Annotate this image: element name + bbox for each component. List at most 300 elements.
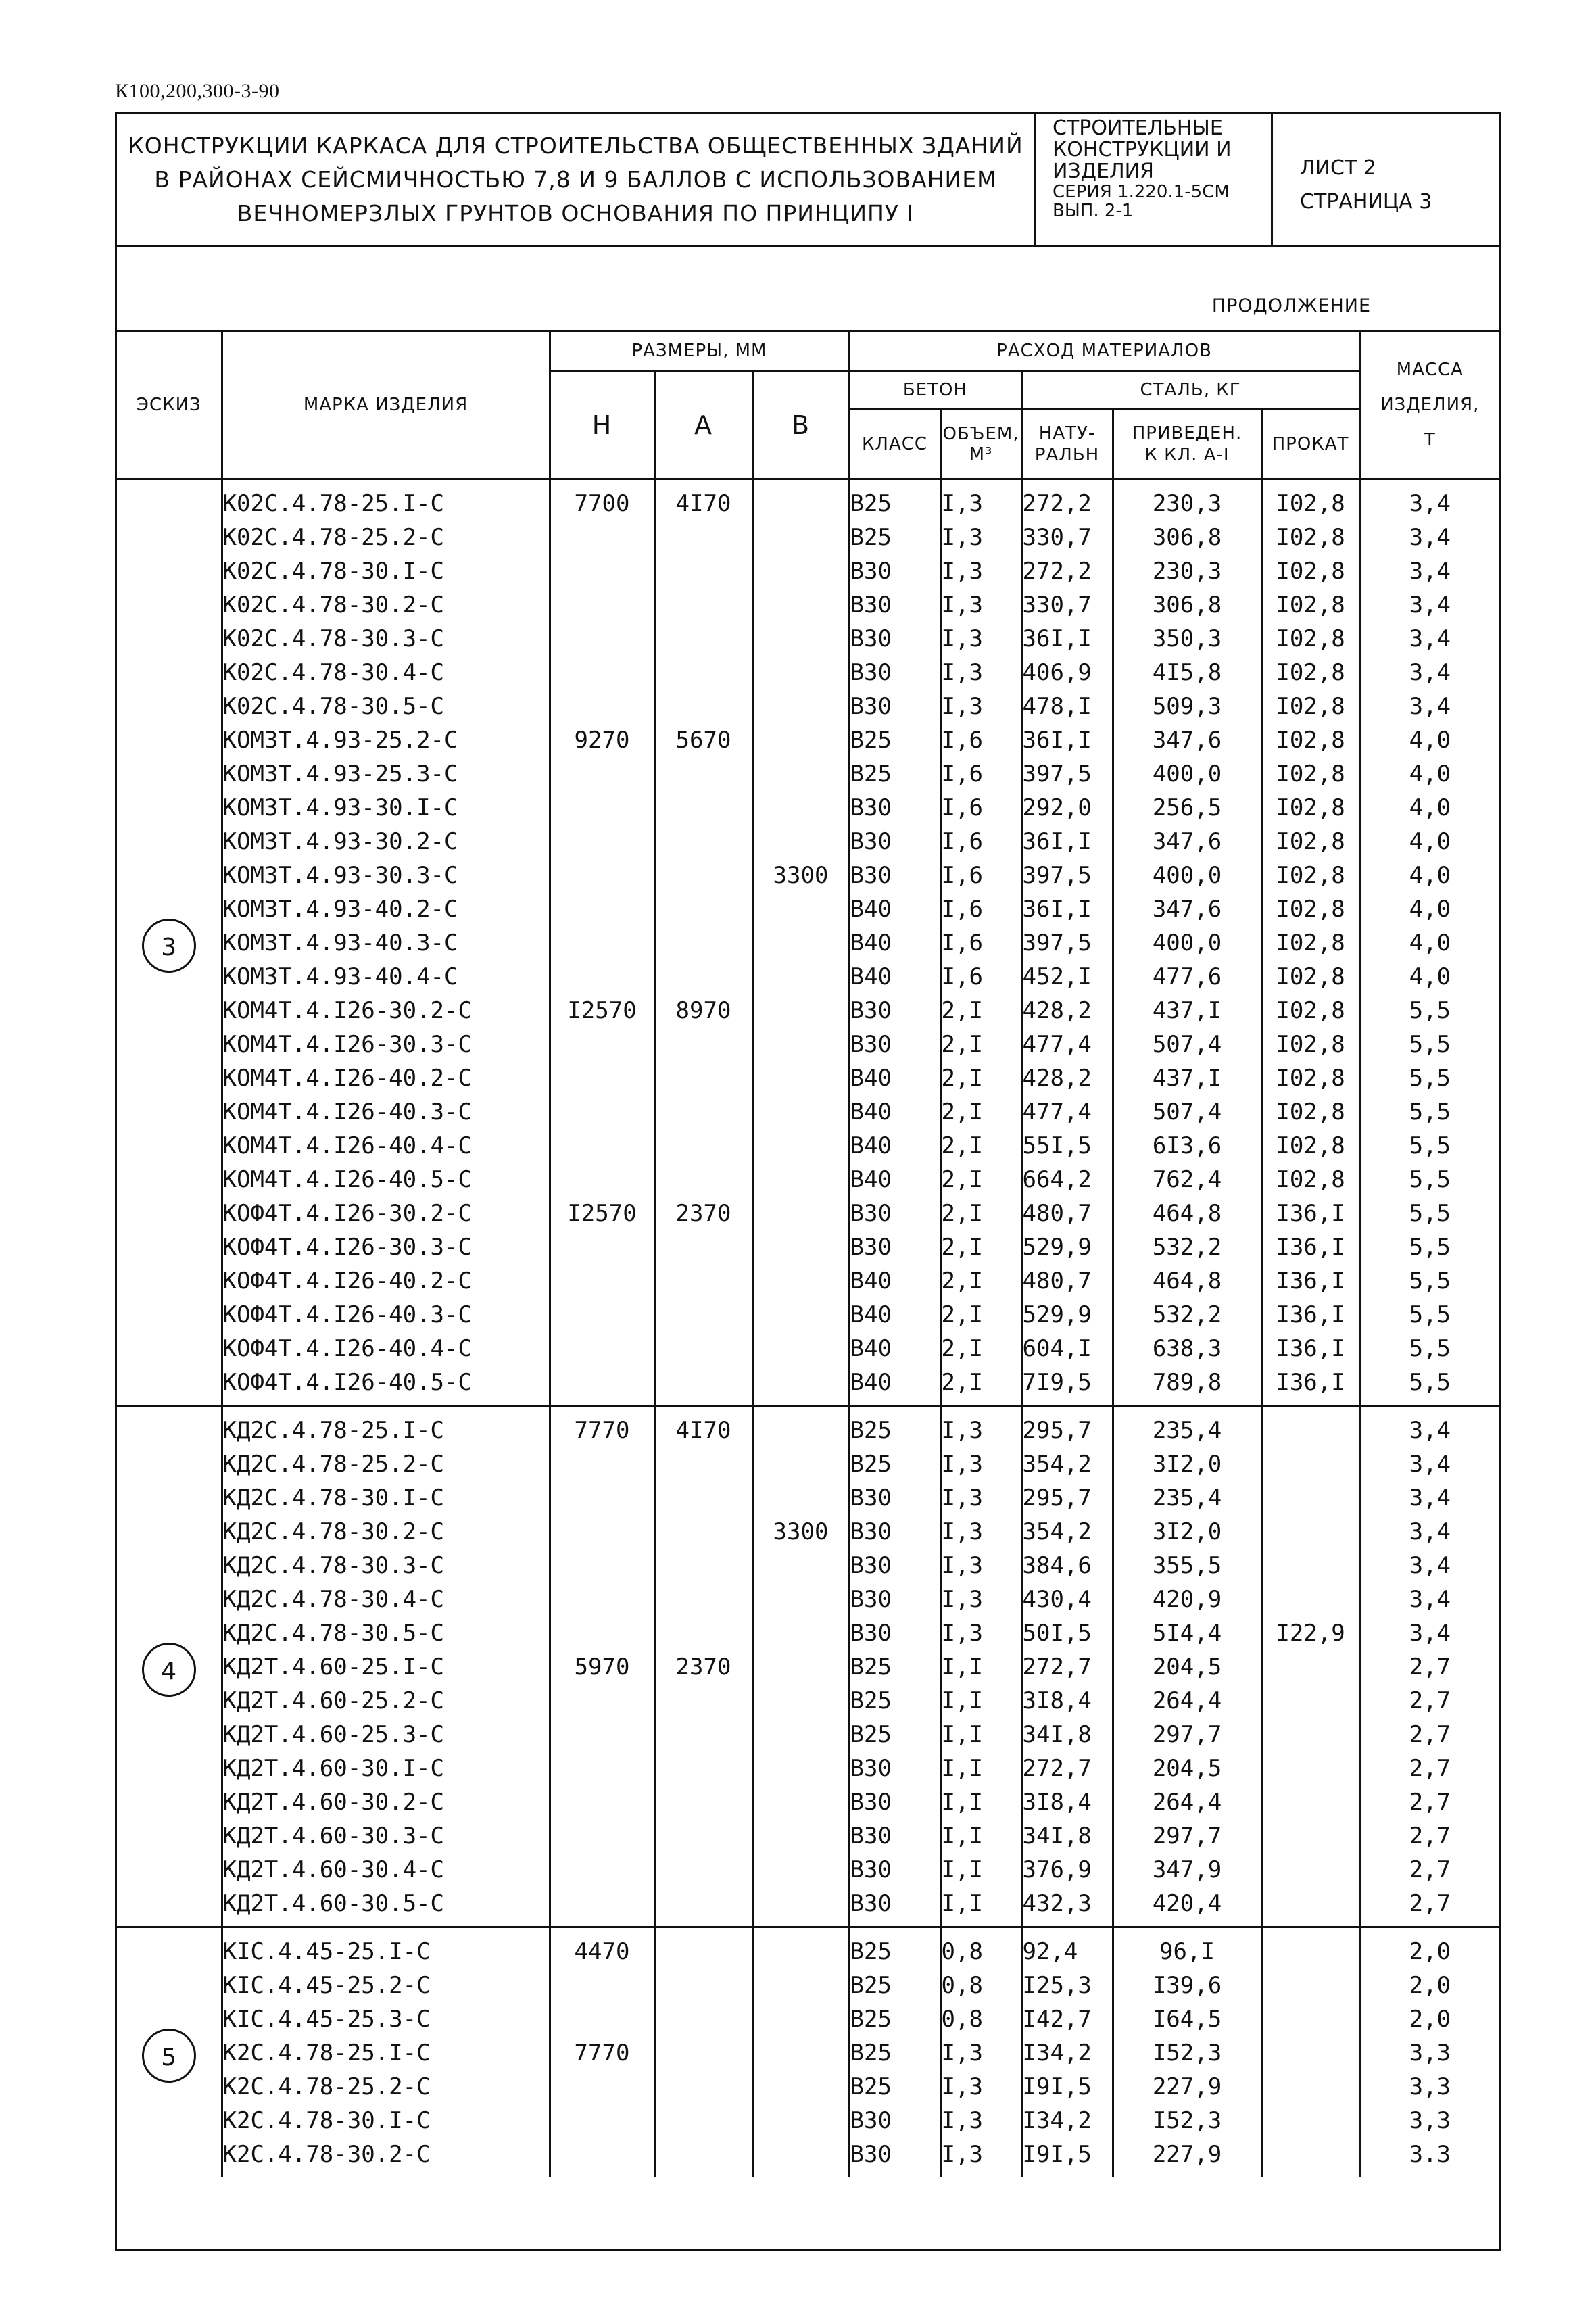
cell-class: В25 [849,1684,940,1718]
cell-a [654,1684,752,1718]
cell-natural: 50I,5 [1021,1616,1113,1650]
cell-rolled: I36,I [1261,1366,1359,1406]
cell-mass: 2,7 [1359,1785,1499,1819]
cell-class: В30 [849,1752,940,1785]
cell-h [550,1366,654,1406]
cell-class: В30 [849,1819,940,1853]
cell-rolled: I36,I [1261,1264,1359,1298]
cell-reduced: 297,7 [1113,1819,1261,1853]
cell-a [654,1481,752,1515]
table-row [117,723,1499,757]
cell-mass: 3,4 [1359,1583,1499,1616]
cell-rolled: I36,I [1261,1298,1359,1332]
cell-a [654,2070,752,2104]
sketch-number-badge: 5 [142,2029,196,2083]
cell-b [752,1718,849,1752]
cell-a [654,1549,752,1583]
cell-natural: 3I8,4 [1021,1785,1113,1819]
cell-mass: 2,0 [1359,1969,1499,2002]
cell-rolled [1261,1718,1359,1752]
cell-mark: КОМЗТ.4.93-30.I-С [222,791,550,825]
table-row [117,994,1499,1028]
cell-reduced: 400,0 [1113,757,1261,791]
cell-b [752,1095,849,1129]
cell-mark: КД2С.4.78-30.2-С [222,1515,550,1549]
cell-volume: I,3 [940,690,1021,723]
cell-reduced: 227,9 [1113,2138,1261,2177]
col-dimensions: РАЗМЕРЫ, ММ [550,332,849,371]
col-reduced-line: К КЛ. А-I [1144,444,1230,465]
cell-class: В25 [849,1650,940,1684]
cell-reduced: 230,3 [1113,479,1261,521]
cell-reduced: 264,4 [1113,1684,1261,1718]
cell-b [752,1028,849,1061]
cell-b [752,2138,849,2177]
table-row [117,656,1499,690]
document-title [117,114,1036,247]
cell-reduced: 264,4 [1113,1785,1261,1819]
cell-mass: 4,0 [1359,825,1499,859]
cell-b [752,1366,849,1406]
cell-h: I2570 [550,994,654,1028]
cell-reduced: I39,6 [1113,1969,1261,2002]
cell-rolled [1261,1752,1359,1785]
cell-rolled: I02,8 [1261,622,1359,656]
cell-mark: КОФ4Т.4.I26-40.4-С [222,1332,550,1366]
cell-h [550,2002,654,2036]
cell-natural: 354,2 [1021,1515,1113,1549]
cell-mark: КIС.4.45-25.2-С [222,1969,550,2002]
cell-natural: I42,7 [1021,2002,1113,2036]
cell-volume: I,6 [940,859,1021,892]
cell-mass: 4,0 [1359,757,1499,791]
cell-natural: 478,I [1021,690,1113,723]
cell-reduced: 3I2,0 [1113,1447,1261,1481]
cell-reduced: 532,2 [1113,1230,1261,1264]
cell-h [550,1684,654,1718]
cell-mark: КОМ4Т.4.I26-40.2-С [222,1061,550,1095]
cell-a [654,1583,752,1616]
cell-h [550,926,654,960]
cell-mark: КД2С.4.78-25.2-С [222,1447,550,1481]
series-line: СТРОИТЕЛЬНЫЕ [1053,116,1223,140]
cell-rolled: I02,8 [1261,926,1359,960]
table-row [117,926,1499,960]
cell-mass: 3,4 [1359,521,1499,554]
table-row [117,2138,1499,2177]
col-mass [1359,332,1499,479]
cell-b [752,656,849,690]
cell-rolled [1261,2036,1359,2070]
table-row [117,1405,1499,1447]
cell-mass: 2,0 [1359,1927,1499,1969]
cell-mark: КОМ4Т.4.I26-40.3-С [222,1095,550,1129]
cell-b [752,1927,849,1969]
col-reduced-line: ПРИВЕДЕН. [1132,423,1242,443]
table-row [117,521,1499,554]
cell-mass: 2,7 [1359,1819,1499,1853]
cell-volume: 2,I [940,1197,1021,1230]
sketch-cell [117,1927,222,2177]
cell-a [654,1718,752,1752]
cell-volume: 2,I [940,1366,1021,1406]
cell-mark: КД2Т.4.60-30.3-С [222,1819,550,1853]
cell-volume: I,3 [940,2036,1021,2070]
table-row [117,1684,1499,1718]
cell-volume: I,6 [940,892,1021,926]
cell-rolled: I02,8 [1261,1163,1359,1197]
cell-natural: 604,I [1021,1332,1113,1366]
cell-mass: 5,5 [1359,1332,1499,1366]
col-sketch: ЭСКИЗ [117,332,222,479]
cell-h [550,1616,654,1650]
cell-natural: 452,I [1021,960,1113,994]
cell-class: В25 [849,479,940,521]
cell-class: В30 [849,994,940,1028]
cell-reduced: 350,3 [1113,622,1261,656]
table-row [117,1583,1499,1616]
cell-reduced: 400,0 [1113,926,1261,960]
cell-mass: 3,4 [1359,1616,1499,1650]
cell-b [752,1616,849,1650]
cell-a [654,1028,752,1061]
cell-rolled: I22,9 [1261,1616,1359,1650]
cell-class: В30 [849,1616,940,1650]
cell-mass: 2,0 [1359,2002,1499,2036]
cell-b [752,994,849,1028]
cell-b [752,1447,849,1481]
cell-reduced: 762,4 [1113,1163,1261,1197]
continuation-band [117,247,1499,332]
cell-natural: 292,0 [1021,791,1113,825]
cell-natural: 432,3 [1021,1887,1113,1927]
table-row [117,690,1499,723]
cell-volume: I,I [940,1718,1021,1752]
cell-natural: 480,7 [1021,1264,1113,1298]
cell-b [752,1298,849,1332]
cell-mass: 5,5 [1359,994,1499,1028]
table-row [117,1197,1499,1230]
cell-rolled: I02,8 [1261,588,1359,622]
cell-rolled [1261,1887,1359,1927]
cell-class: В30 [849,588,940,622]
cell-mass: 3,4 [1359,1405,1499,1447]
cell-natural: I9I,5 [1021,2070,1113,2104]
cell-mark: КД2Т.4.60-30.4-С [222,1853,550,1887]
cell-h: 4470 [550,1927,654,1969]
cell-class: В30 [849,690,940,723]
cell-a [654,2002,752,2036]
cell-rolled [1261,1650,1359,1684]
cell-natural: 428,2 [1021,994,1113,1028]
table-row [117,1366,1499,1406]
cell-volume: I,3 [940,1616,1021,1650]
cell-reduced: 230,3 [1113,554,1261,588]
cell-reduced: 96,I [1113,1927,1261,1969]
cell-natural: 36I,I [1021,892,1113,926]
cell-a [654,1366,752,1406]
cell-reduced: 347,6 [1113,892,1261,926]
cell-volume: I,I [940,1684,1021,1718]
cell-mark: КОМ4Т.4.I26-30.3-С [222,1028,550,1061]
cell-reduced: 464,8 [1113,1197,1261,1230]
cell-a [654,1230,752,1264]
cell-rolled [1261,1549,1359,1583]
cell-natural: I34,2 [1021,2036,1113,2070]
cell-class: В30 [849,1230,940,1264]
table-row [117,1095,1499,1129]
cell-b [752,825,849,859]
cell-h: 7770 [550,1405,654,1447]
cell-b [752,1684,849,1718]
table-row [117,1927,1499,1969]
cell-rolled: I02,8 [1261,1129,1359,1163]
cell-mark: К02С.4.78-30.4-С [222,656,550,690]
cell-class: В40 [849,892,940,926]
cell-rolled: I02,8 [1261,1061,1359,1095]
cell-rolled [1261,1819,1359,1853]
table-row [117,1650,1499,1684]
cell-mass: 3,4 [1359,479,1499,521]
cell-class: В40 [849,1095,940,1129]
cell-class: В30 [849,2104,940,2138]
cell-mass: 3,4 [1359,690,1499,723]
cell-class: В30 [849,1853,940,1887]
cell-a: 4I70 [654,1405,752,1447]
table-row [117,2070,1499,2104]
cell-a [654,1927,752,1969]
table-row [117,1853,1499,1887]
cell-volume: I,6 [940,791,1021,825]
cell-natural: I9I,5 [1021,2138,1113,2177]
cell-class: В30 [849,825,940,859]
cell-mass: 2,7 [1359,1853,1499,1887]
table-row [117,1163,1499,1197]
cell-h [550,1332,654,1366]
cell-h [550,1752,654,1785]
cell-h [550,1785,654,1819]
sheet-number: ЛИСТ 2 [1300,156,1376,180]
cell-class: В25 [849,2002,940,2036]
cell-h [550,1481,654,1515]
cell-h [550,859,654,892]
cell-rolled [1261,1515,1359,1549]
cell-mass: 5,5 [1359,1028,1499,1061]
cell-mass: 4,0 [1359,892,1499,926]
cell-natural: 295,7 [1021,1481,1113,1515]
cell-mass: 4,0 [1359,960,1499,994]
cell-a [654,1095,752,1129]
cell-h [550,1129,654,1163]
cell-a [654,1853,752,1887]
table-row [117,479,1499,521]
cell-class: В40 [849,926,940,960]
cell-class: В30 [849,554,940,588]
cell-mark: КIС.4.45-25.3-С [222,2002,550,2036]
cell-b [752,757,849,791]
cell-h: 9270 [550,723,654,757]
cell-h [550,2138,654,2177]
cell-class: В30 [849,1887,940,1927]
cell-reduced: 437,I [1113,1061,1261,1095]
cell-mass: 4,0 [1359,791,1499,825]
cell-b [752,2002,849,2036]
cell-b [752,1264,849,1298]
cell-b: 3300 [752,1515,849,1549]
col-mass-line: ИЗДЕЛИЯ, [1380,394,1480,415]
cell-volume: I,6 [940,723,1021,757]
cell-rolled [1261,1405,1359,1447]
cell-mark: К2С.4.78-25.I-С [222,2036,550,2070]
cell-b [752,1969,849,2002]
cell-rolled [1261,1684,1359,1718]
cell-mass: 3,4 [1359,554,1499,588]
cell-natural: 384,6 [1021,1549,1113,1583]
cell-rolled: I02,8 [1261,892,1359,926]
sheet-block [1273,114,1499,247]
cell-reduced: 789,8 [1113,1366,1261,1406]
cell-h [550,656,654,690]
cell-a [654,1969,752,2002]
cell-volume: 2,I [940,1332,1021,1366]
cell-b [752,2070,849,2104]
cell-a [654,1264,752,1298]
cell-natural: 272,2 [1021,554,1113,588]
cell-mark: КД2Т.4.60-30.5-С [222,1887,550,1927]
cell-h [550,690,654,723]
cell-mark: КОМ4Т.4.I26-40.5-С [222,1163,550,1197]
cell-mark: КОМ4Т.4.I26-30.2-С [222,994,550,1028]
cell-a: 2370 [654,1650,752,1684]
cell-rolled: I02,8 [1261,656,1359,690]
cell-rolled [1261,1447,1359,1481]
cell-rolled: I02,8 [1261,859,1359,892]
cell-class: В30 [849,656,940,690]
col-class: КЛАСС [849,409,940,479]
cell-mass: 3,4 [1359,656,1499,690]
cell-class: В40 [849,1366,940,1406]
cell-rolled: I02,8 [1261,960,1359,994]
cell-natural: 330,7 [1021,521,1113,554]
cell-a [654,1129,752,1163]
cell-volume: I,3 [940,1515,1021,1549]
cell-class: В40 [849,960,940,994]
cell-b [752,1853,849,1887]
cell-mark: КД2С.4.78-30.4-С [222,1583,550,1616]
cell-h [550,1718,654,1752]
cell-volume: I,3 [940,1549,1021,1583]
cell-b [752,1197,849,1230]
cell-reduced: 297,7 [1113,1718,1261,1752]
table-row [117,1969,1499,2002]
cell-a [654,1298,752,1332]
cell-natural: 36I,I [1021,723,1113,757]
cell-natural: 397,5 [1021,859,1113,892]
cell-mass: 3,4 [1359,1447,1499,1481]
cell-b [752,960,849,994]
cell-rolled: I02,8 [1261,825,1359,859]
cell-class: В40 [849,1332,940,1366]
cell-b [752,1481,849,1515]
cell-natural: 529,9 [1021,1230,1113,1264]
cell-b [752,690,849,723]
table-row [117,1819,1499,1853]
cell-natural: 428,2 [1021,1061,1113,1095]
sketch-number-badge: 4 [142,1643,196,1697]
cell-a [654,1887,752,1927]
cell-b [752,723,849,757]
cell-mass: 3,3 [1359,2104,1499,2138]
cell-reduced: 420,9 [1113,1583,1261,1616]
cell-class: В40 [849,1298,940,1332]
cell-class: В25 [849,1927,940,1969]
cell-h [550,791,654,825]
col-b: В [752,371,849,479]
cell-a [654,588,752,622]
cell-volume: 0,8 [940,2002,1021,2036]
col-steel: СТАЛЬ, КГ [1021,371,1359,409]
cell-natural: 477,4 [1021,1028,1113,1061]
cell-h [550,1163,654,1197]
cell-rolled [1261,1927,1359,1969]
cell-mark: КОФ4Т.4.I26-40.2-С [222,1264,550,1298]
cell-natural: 34I,8 [1021,1718,1113,1752]
cell-class: В25 [849,1969,940,2002]
cell-h [550,1230,654,1264]
series-line: КОНСТРУКЦИИ И [1053,138,1232,162]
table-row [117,1447,1499,1481]
col-natural-line: РАЛЬН [1034,444,1100,465]
cell-volume: 2,I [940,1061,1021,1095]
cell-reduced: 347,6 [1113,825,1261,859]
col-volume-unit: М³ [969,443,993,464]
table-row [117,1887,1499,1927]
title-line: В РАЙОНАХ СЕЙСМИЧНОСТЬЮ 7,8 И 9 БАЛЛОВ С ИСПОЛЬЗОВАНИЕМ [154,166,997,193]
cell-a [654,1616,752,1650]
cell-rolled: I02,8 [1261,757,1359,791]
cell-mark: КД2Т.4.60-25.3-С [222,1718,550,1752]
cell-class: В25 [849,723,940,757]
cell-volume: 2,I [940,1028,1021,1061]
cell-mark: К02С.4.78-25.I-С [222,479,550,521]
cell-h [550,1264,654,1298]
cell-rolled: I02,8 [1261,994,1359,1028]
cell-rolled: I02,8 [1261,723,1359,757]
col-concrete: БЕТОН [849,371,1021,409]
cell-mark: КД2С.4.78-30.I-С [222,1481,550,1515]
cell-a [654,2138,752,2177]
col-natural-line: НАТУ- [1038,423,1096,443]
cell-a [654,1819,752,1853]
cell-rolled: I36,I [1261,1230,1359,1264]
cell-reduced: 235,4 [1113,1405,1261,1447]
page-number: СТРАНИЦА 3 [1300,190,1432,214]
cell-class: В40 [849,1264,940,1298]
cell-mass: 5,5 [1359,1366,1499,1406]
cell-volume: I,3 [940,479,1021,521]
cell-mass: 4,0 [1359,926,1499,960]
cell-reduced: 464,8 [1113,1264,1261,1298]
table-row [117,1298,1499,1332]
table-row [117,622,1499,656]
cell-class: В30 [849,1481,940,1515]
cell-natural: 430,4 [1021,1583,1113,1616]
cell-b [752,1819,849,1853]
cell-h [550,554,654,588]
cell-b [752,588,849,622]
cell-rolled [1261,1481,1359,1515]
cell-class: В30 [849,791,940,825]
